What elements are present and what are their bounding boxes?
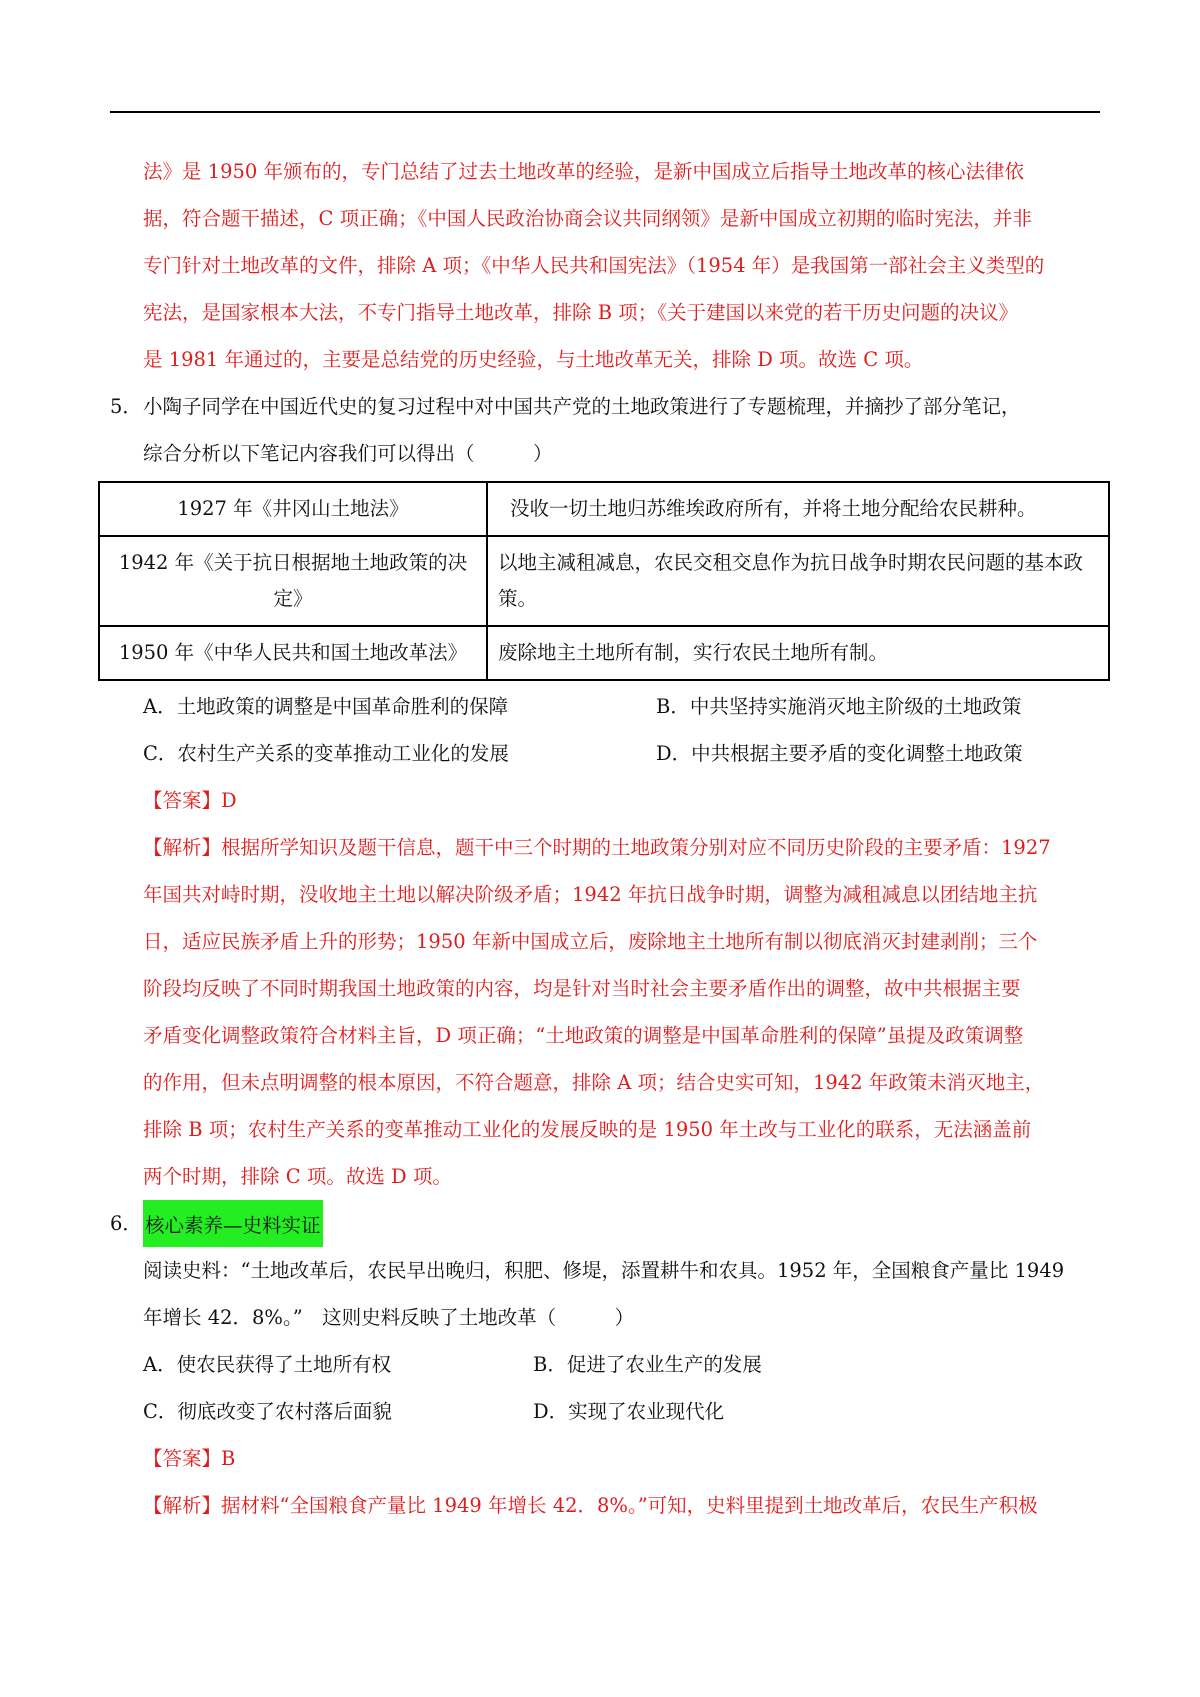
analysis-line: 的作用，但未点明调整的根本原因，不符合题意，排除 A 项；结合史实可知，1942 年政策未消灭地主，	[143, 1071, 1045, 1094]
table-cell-content: 没收一切土地归苏维埃政府所有，并将土地分配给农民耕种。	[487, 482, 1109, 536]
analysis-line	[110, 1482, 1100, 1529]
answer-line	[110, 1435, 1100, 1482]
analysis-line: 根据所学知识及题干信息，题干中三个时期的土地政策分别对应不同历史阶段的主要矛盾：1927	[221, 836, 1051, 859]
analysis-line: 矛盾变化调整政策符合材料主旨，D 项正确；“土地政策的调整是中国革命胜利的保障”虽提及政策调整	[143, 1024, 1024, 1047]
table-cell-law: 1950 年《中华人民共和国土地改革法》	[99, 626, 487, 680]
question-stem: 年增长 42．8%。” 这则史料反映了土地改革（ ）	[143, 1306, 635, 1329]
analysis-line: 排除 B 项；农村生产关系的变革推动工业化的发展反映的是 1950 年土改与工业化的联系，无法涵盖前	[143, 1118, 1032, 1141]
header-rule	[110, 111, 1100, 113]
land-policy-table	[98, 481, 1110, 681]
analysis	[110, 824, 1100, 1200]
options-row	[110, 730, 1100, 777]
table-cell-law: 1927 年《井冈山土地法》	[99, 482, 487, 536]
question-stem: 小陶子同学在中国近代史的复习过程中对中国共产党的土地政策进行了专题梳理，并摘抄了部分笔记，	[143, 395, 1021, 418]
analysis-tag: 【解析】	[143, 836, 222, 859]
option-d[interactable]: D．中共根据主要矛盾的变化调整土地政策	[656, 742, 1023, 765]
question-stem: 综合分析以下笔记内容我们可以得出（ ）	[143, 442, 553, 465]
answer-value: B	[221, 1447, 236, 1470]
option-b[interactable]: B．促进了农业生产的发展	[533, 1353, 762, 1376]
question-stem: 阅读史料：“土地改革后，农民早出晚归，积肥、修堤，添置耕牛和农具。1952 年，全国粮食产量比 1949	[143, 1259, 1065, 1282]
option-a[interactable]: A．土地政策的调整是中国革命胜利的保障	[143, 695, 509, 718]
analysis-line: 是 1981 年通过的，主要是总结党的历史经验，与土地改革无关，排除 D 项。故选 C 项。	[143, 348, 924, 371]
highlighted-label: 核心素养—史料实证	[143, 1200, 323, 1247]
option-c[interactable]: C．彻底改变了农村落后面貌	[143, 1400, 392, 1423]
table-cell-content: 以地主减租减息，农民交租交息作为抗日战争时期农民问题的基本政策。	[487, 536, 1109, 626]
document-body	[110, 148, 1100, 1529]
options-row	[110, 1388, 1100, 1435]
answer-line	[110, 777, 1100, 824]
table-cell-law: 1942 年《关于抗日根据地土地政策的决定》	[99, 536, 487, 626]
table-row	[99, 626, 1109, 680]
question-5	[110, 383, 1100, 1200]
options-row	[110, 683, 1100, 730]
analysis-line: 日，适应民族矛盾上升的形势；1950 年新中国成立后，废除地主土地所有制以彻底消灭封建剥削；三个	[143, 930, 1038, 953]
answer-tag: 【答案】	[143, 789, 222, 812]
answer-tag: 【答案】	[143, 1447, 222, 1470]
analysis-line: 两个时期，排除 C 项。故选 D 项。	[143, 1165, 452, 1188]
analysis-line: 专门针对土地改革的文件，排除 A 项；《中华人民共和国宪法》（1954 年）是我国第一部社会主义类型的	[143, 254, 1045, 277]
analysis-line: 据，符合题干描述，C 项正确；《中国人民政治协商会议共同纲领》是新中国成立初期的临时宪法，并非	[143, 207, 1032, 230]
option-b[interactable]: B．中共坚持实施消灭地主阶级的土地政策	[656, 695, 1022, 718]
analysis-line: 阶段均反映了不同时期我国土地政策的内容，均是针对当时社会主要矛盾作出的调整，故中共根据主要	[143, 977, 1021, 1000]
analysis-tag: 【解析】	[143, 1494, 222, 1517]
option-d[interactable]: D．实现了农业现代化	[533, 1400, 725, 1423]
table-cell-content: 废除地主土地所有制，实行农民土地所有制。	[487, 626, 1109, 680]
answer-value: D	[221, 789, 237, 812]
analysis-text: 据材料“全国粮食产量比 1949 年增长 42．8%。”可知，史料里提到土地改革后，农民生产积极	[221, 1494, 1038, 1517]
option-a[interactable]: A．使农民获得了土地所有权	[143, 1353, 392, 1376]
question-6	[110, 1200, 1100, 1529]
table-row	[99, 482, 1109, 536]
question-number: 6．	[110, 1212, 142, 1235]
analysis-line: 年国共对峙时期，没收地主土地以解决阶级矛盾；1942 年抗日战争时期，调整为减租减息以团结地主抗	[143, 883, 1038, 906]
table-row	[99, 536, 1109, 626]
options-row	[110, 1341, 1100, 1388]
analysis-line: 法》是 1950 年颁布的，专门总结了过去土地改革的经验，是新中国成立后指导土地改革的核心法律依	[143, 160, 1025, 183]
option-c[interactable]: C．农村生产关系的变革推动工业化的发展	[143, 742, 509, 765]
previous-analysis	[110, 148, 1100, 383]
question-number: 5．	[110, 395, 142, 418]
analysis-line: 宪法，是国家根本大法，不专门指导土地改革，排除 B 项；《关于建国以来党的若干历史问题的决议》	[143, 301, 1018, 324]
